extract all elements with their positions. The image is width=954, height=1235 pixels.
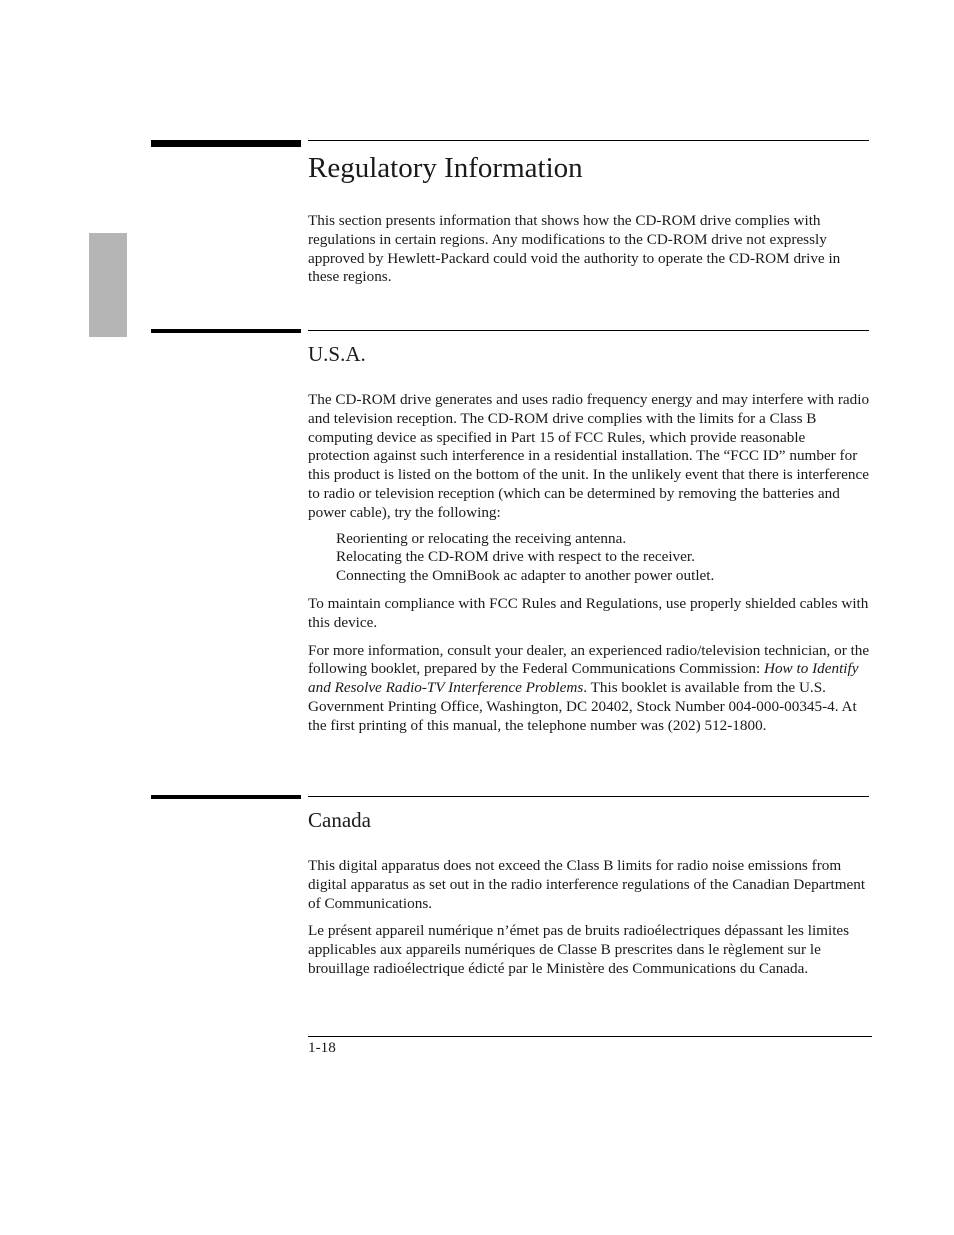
canada-paragraph: This digital apparatus does not exceed the Class B limits for radio noise emissions from digital apparatus as set out in the radio interference regulations of the Canadian Department of Communications. xyxy=(308,857,866,912)
section-heading-canada: Canada xyxy=(308,808,371,832)
section-rule-thick xyxy=(151,140,301,147)
section-rule-thick xyxy=(151,795,301,799)
intro-paragraph: This section presents information that shows how the CD-ROM drive complies with regulations in certain regions. Any modifications to the CD-ROM drive not expressly approved by Hewlett-Packard could void the authority to operate the CD-ROM drive in these regions. xyxy=(308,212,841,286)
chapter-thumb-tab xyxy=(89,233,127,337)
section-rule-thin xyxy=(308,140,869,141)
text-run: For more information, consult your dealer, an experienced radio/television technician, or the following booklet, prepared by the Federal Communications Commission: xyxy=(308,641,870,678)
list-item: Relocating the CD-ROM drive with respect to the receiver. xyxy=(336,548,695,566)
canada-body xyxy=(308,857,870,988)
section-heading-usa: U.S.A. xyxy=(308,342,366,366)
footer-rule xyxy=(308,1036,872,1037)
usa-paragraph: To maintain compliance with FCC Rules and Regulations, use properly shielded cables with this device. xyxy=(308,594,869,631)
section-rule-thick xyxy=(151,329,301,333)
list-item: Reorienting or relocating the receiving antenna. xyxy=(336,529,627,547)
page-title: Regulatory Information xyxy=(308,152,583,184)
list-item: Connecting the OmniBook ac adapter to another power outlet. xyxy=(336,567,715,585)
booklet-title: How to Identify and Resolve Radio-TV Interference Problems xyxy=(308,660,859,697)
section-rule-thin xyxy=(308,330,869,331)
text-run: . This booklet is available from the U.S. Government Printing Office, Washington, DC 20402, Stock Number 004-000-00345-4. At the first printing of this manual, the telephone number was (202) 512-1800. xyxy=(308,679,857,734)
intro-block xyxy=(308,212,870,296)
page-number: 1-18 xyxy=(308,1039,336,1056)
usa-paragraph: The CD-ROM drive generates and uses radio frequency energy and may interfere with radio and television reception. The CD-ROM drive complies with the limits for a Class B computing device as specified in Part 15 of FCC Rules, which provide reasonable protection against such interference in a residential installation. The “FCC ID” number for this product is listed on the bottom of the unit. In the unlikely event that there is interference to radio or television reception (which can be determined by removing the batteries and power cable), try the following: xyxy=(308,391,870,521)
usa-suggestion-list xyxy=(336,530,870,586)
canada-paragraph: Le présent appareil numérique n’émet pas de bruits radioélectriques dépassant les limites applicables aux appareils numériques de Classe B prescrites dans le règlement sur le brouillage radioélectrique édicté par le Ministère des Communications du Canada. xyxy=(308,922,850,977)
section-rule-thin xyxy=(308,796,869,797)
usa-body xyxy=(308,391,870,745)
usa-paragraph xyxy=(308,642,870,736)
